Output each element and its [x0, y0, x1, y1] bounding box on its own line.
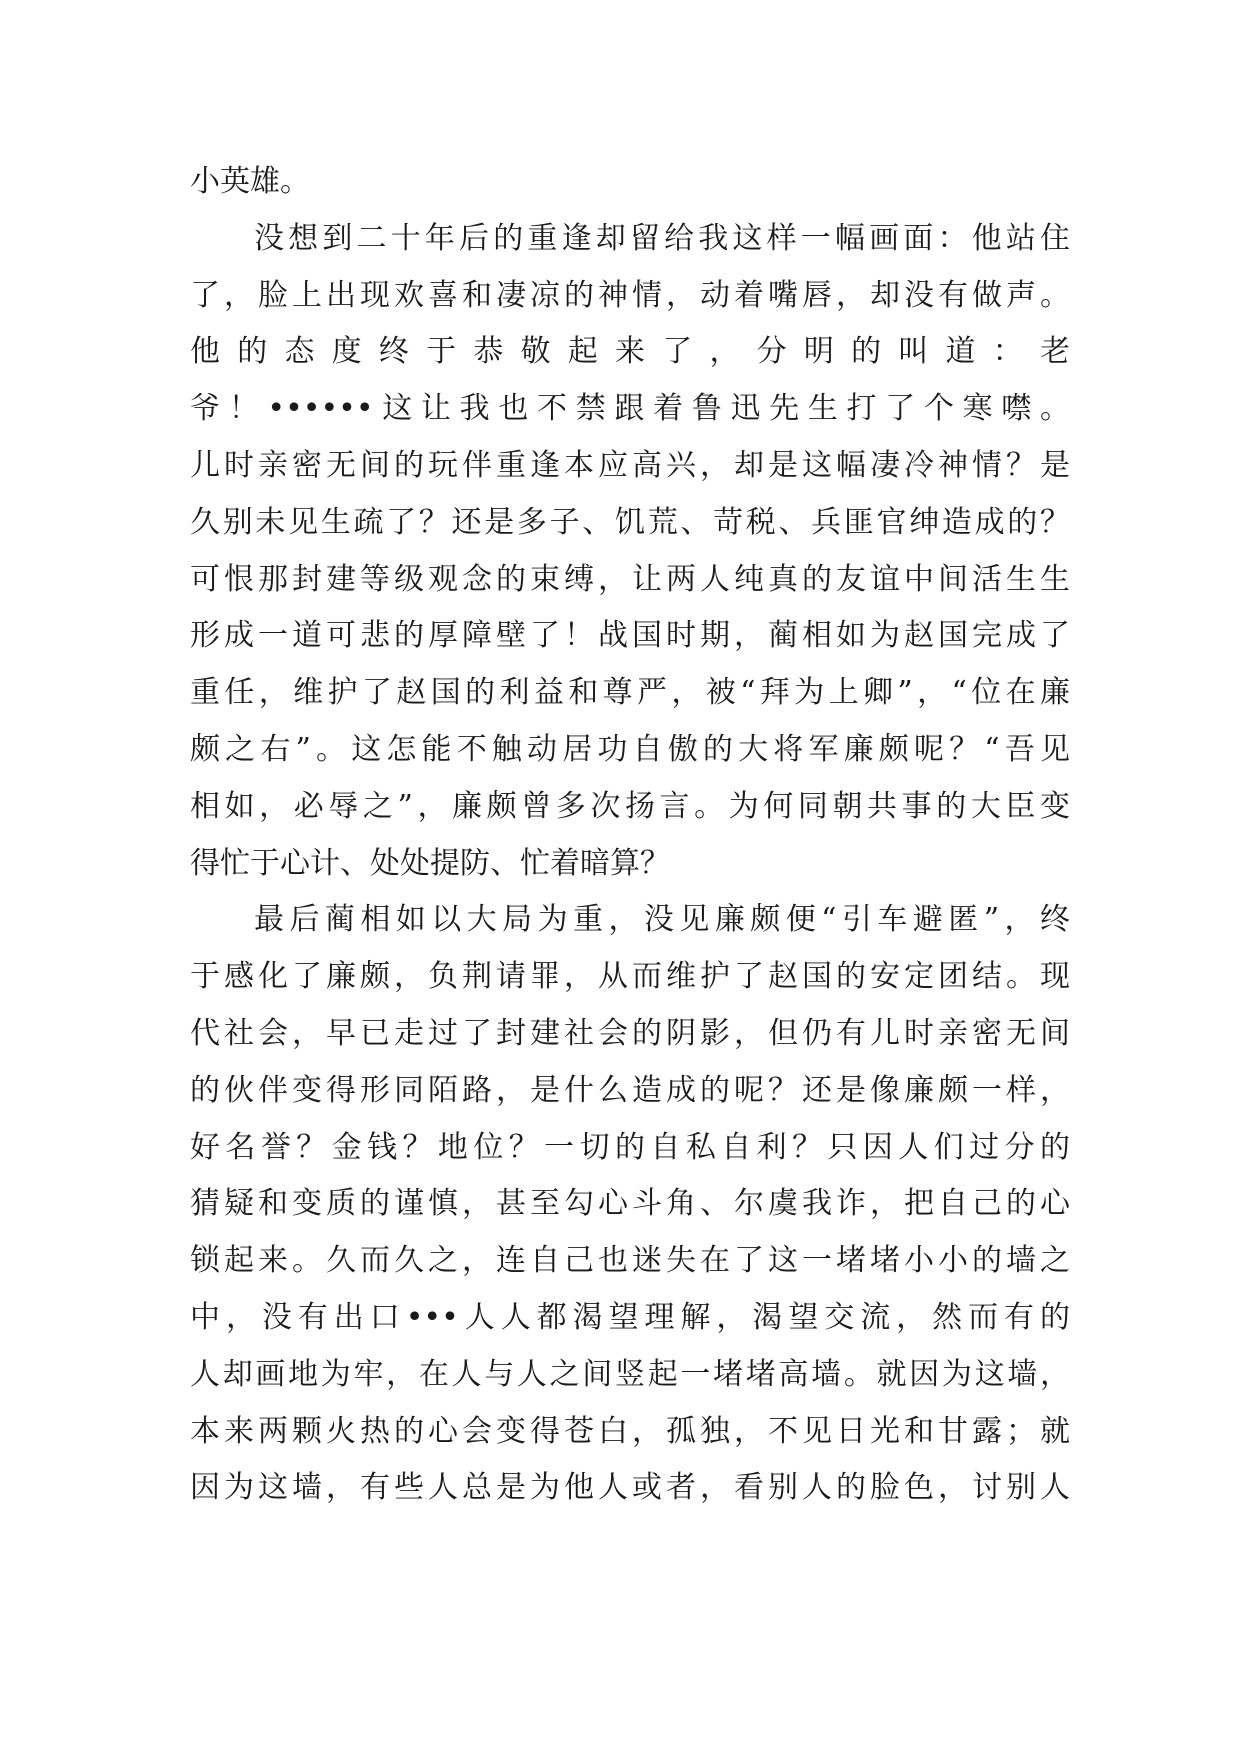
- text-line: 重任，维护了赵国的利益和尊严，被“拜为上卿”，“位在廉: [190, 675, 1070, 711]
- text-line: 代社会，早已走过了封建社会的阴影，但仍有儿时亲密无间: [190, 1015, 1070, 1051]
- text-line: 人却画地为牢，在人与人之间竖起一堵堵高墙。就因为这墙，: [190, 1356, 1070, 1392]
- body-text: [190, 154, 1070, 1517]
- text-line: 本来两颗火热的心会变得苍白，孤独，不见日光和甘露；就: [190, 1413, 1070, 1449]
- text-line: 他的态度终于恭敬起来了，分明的叫道：老: [190, 334, 1070, 370]
- text-line: 可恨那封建等级观念的束缚，让两人纯真的友谊中间活生生: [190, 561, 1070, 597]
- text-line: 颇之右”。这怎能不触动居功自傲的大将军廉颇呢？“吾见: [190, 731, 1070, 767]
- text-line: 于感化了廉颇，负荆请罪，从而维护了赵国的安定团结。现: [190, 959, 1070, 995]
- text-line: 得忙于心计、处处提防、忙着暗算？: [190, 845, 670, 881]
- text-line: 了，脸上出现欢喜和凄凉的神情，动着嘴唇，却没有做声。: [190, 277, 1070, 313]
- text-line: 爷！••••••这让我也不禁跟着鲁迅先生打了个寒噤。: [190, 391, 1070, 427]
- text-line: 猜疑和变质的谨慎，甚至勾心斗角、尔虞我诈，把自己的心: [190, 1186, 1070, 1222]
- text-line: 形成一道可悲的厚障壁了！战国时期，蔺相如为赵国完成了: [190, 618, 1070, 654]
- text-line: 锁起来。久而久之，连自己也迷失在了这一堵堵小小的墙之: [190, 1243, 1070, 1279]
- text-line: 因为这墙，有些人总是为他人或者，看别人的脸色，讨别人: [190, 1470, 1070, 1506]
- text-line: 最后蔺相如以大局为重，没见廉颇便“引车避匿”，终: [254, 902, 1070, 938]
- text-line: 相如，必辱之”，廉颇曾多次扬言。为何同朝共事的大臣变: [190, 788, 1070, 824]
- text-line: 小英雄。: [190, 164, 310, 199]
- text-line: 久别未见生疏了？还是多子、饥荒、苛税、兵匪官绅造成的？: [190, 504, 1070, 540]
- text-line: 好名誉？金钱？地位？一切的自私自利？只因人们过分的: [190, 1129, 1070, 1165]
- text-line: 儿时亲密无间的玩伴重逢本应高兴，却是这幅凄冷神情？是: [190, 447, 1070, 483]
- text-line: 中，没有出口•••人人都渴望理解，渴望交流，然而有的: [190, 1299, 1070, 1335]
- text-line: 没想到二十年后的重逢却留给我这样一幅画面：他站住: [254, 220, 1070, 256]
- text-line: 的伙伴变得形同陌路，是什么造成的呢？还是像廉颇一样，: [190, 1072, 1070, 1108]
